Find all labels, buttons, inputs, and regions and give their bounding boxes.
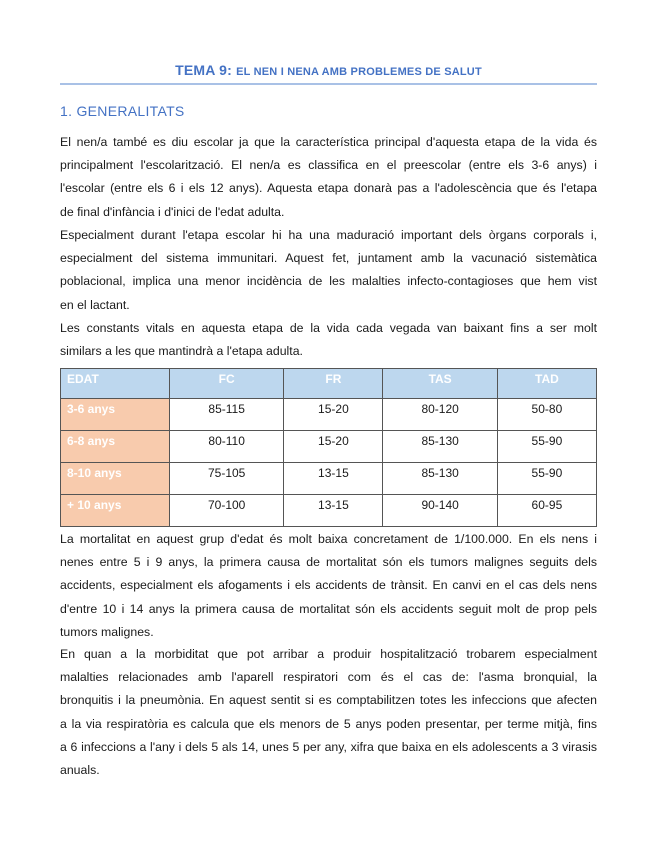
paragraph-line: poblacional, implica una menor incidència de les malalties infecto-contagioses que hem vist: [60, 274, 597, 289]
title-divider: [60, 83, 597, 85]
paragraph-line: Les constants vitals en aquesta etapa de la vida cada vegada van baixant fins a ser molt: [60, 321, 597, 335]
value-cell: 50-80: [497, 399, 596, 431]
table-row: [61, 463, 597, 495]
value-cell: 85-115: [170, 399, 284, 431]
paragraph-line: El nen/a també es diu escolar ja que la característica principal d'aquesta etapa de la vida és: [60, 135, 597, 149]
vital-signs-table: [60, 368, 597, 527]
column-header-fc: FC: [170, 369, 284, 399]
value-cell: 55-90: [497, 431, 596, 463]
page-title: [60, 62, 597, 78]
age-cell: 8-10 anys: [61, 463, 170, 495]
paragraph-line: especialment del sistema immunitari. Aquest fet, juntament amb la vacunació sistemàtica: [60, 251, 597, 266]
column-header-edat: EDAT: [61, 369, 170, 399]
value-cell: 70-100: [170, 495, 284, 527]
paragraph-1: [60, 131, 597, 224]
paragraph-3: [60, 317, 597, 363]
paragraph-line: nenes entre 5 i 9 anys, la primera causa de mortalitat són els tumors malignes seguits dels: [60, 555, 597, 570]
value-cell: 13-15: [284, 463, 383, 495]
paragraph-line: en el lactant.: [60, 297, 130, 312]
title-text: EL NEN I NENA AMB PROBLEMES DE SALUT: [236, 66, 482, 78]
paragraph-line: tumors malignes.: [60, 624, 154, 639]
paragraph-2: [60, 224, 597, 317]
value-cell: 85-130: [383, 463, 497, 495]
column-header-tas: TAS: [383, 369, 497, 399]
paragraph-line: principalment l'escolarització. El nen/a es classifica en el preescolar (entre els 3-6 anys) i: [60, 158, 597, 173]
value-cell: 55-90: [497, 463, 596, 495]
paragraph-line: a 6 infeccions a l'any i dels 5 als 14, unes 5 per any, xifra que baixa en els adolescents a 3 virasis: [60, 739, 597, 754]
value-cell: 90-140: [383, 495, 497, 527]
paragraph-line: d'entre 10 i 14 anys la primera causa de mortalitat són els accidents seguit molt de prop pels: [60, 601, 597, 616]
value-cell: 80-110: [170, 431, 284, 463]
age-cell: 3-6 anys: [61, 399, 170, 431]
paragraph-line: l'escolar (entre els 6 i els 12 anys). Aquesta etapa donarà pas a l'adolescència que és l'etapa: [60, 181, 597, 196]
paragraph-line: de final d'infància i d'inici de l'edat adulta.: [60, 204, 285, 219]
value-cell: 13-15: [284, 495, 383, 527]
paragraph-line: accidents, especialment els afogaments i els accidents de trànsit. En canvi en el cas dels nens: [60, 578, 597, 593]
table-row: [61, 495, 597, 527]
value-cell: 75-105: [170, 463, 284, 495]
age-cell: 6-8 anys: [61, 431, 170, 463]
table-row: [61, 399, 597, 431]
value-cell: 15-20: [284, 399, 383, 431]
value-cell: 80-120: [383, 399, 497, 431]
section-heading: 1. GENERALITATS: [60, 103, 185, 119]
paragraph-line: a la via respiratòria es calcula que els menors de 5 anys poden presentar, per terme mitjà, fins: [60, 716, 597, 731]
paragraph-4: [60, 528, 597, 644]
value-cell: 15-20: [284, 431, 383, 463]
column-header-fr: FR: [284, 369, 383, 399]
paragraph-line: bronquitis i la pneumònia. En aquest sentit si es comptabilitzen totes les infeccions que afecten: [60, 693, 597, 708]
value-cell: 85-130: [383, 431, 497, 463]
title-prefix: TEMA 9:: [175, 62, 237, 78]
table-header-row: [61, 369, 597, 399]
paragraph-line: malalties relacionades amb l'aparell respiratori com és el cas de: l'asma bronquial, la: [60, 670, 597, 685]
paragraph-line: anuals.: [60, 762, 100, 777]
column-header-tad: TAD: [497, 369, 596, 399]
age-cell: + 10 anys: [61, 495, 170, 527]
value-cell: 60-95: [497, 495, 596, 527]
paragraph-line: En quan a la morbiditat que pot arribar a produir hospitalització trobarem especialment: [60, 647, 597, 661]
paragraph-5: [60, 643, 597, 782]
paragraph-line: La mortalitat en aquest grup d'edat és molt baixa concretament de 1/100.000. En els nens i: [60, 532, 597, 546]
paragraph-line: Especialment durant l'etapa escolar hi ha una maduració important dels òrgans corporals i,: [60, 228, 597, 242]
table-row: [61, 431, 597, 463]
paragraph-line: similars a les que mantindrà a l'etapa adulta.: [60, 344, 303, 359]
